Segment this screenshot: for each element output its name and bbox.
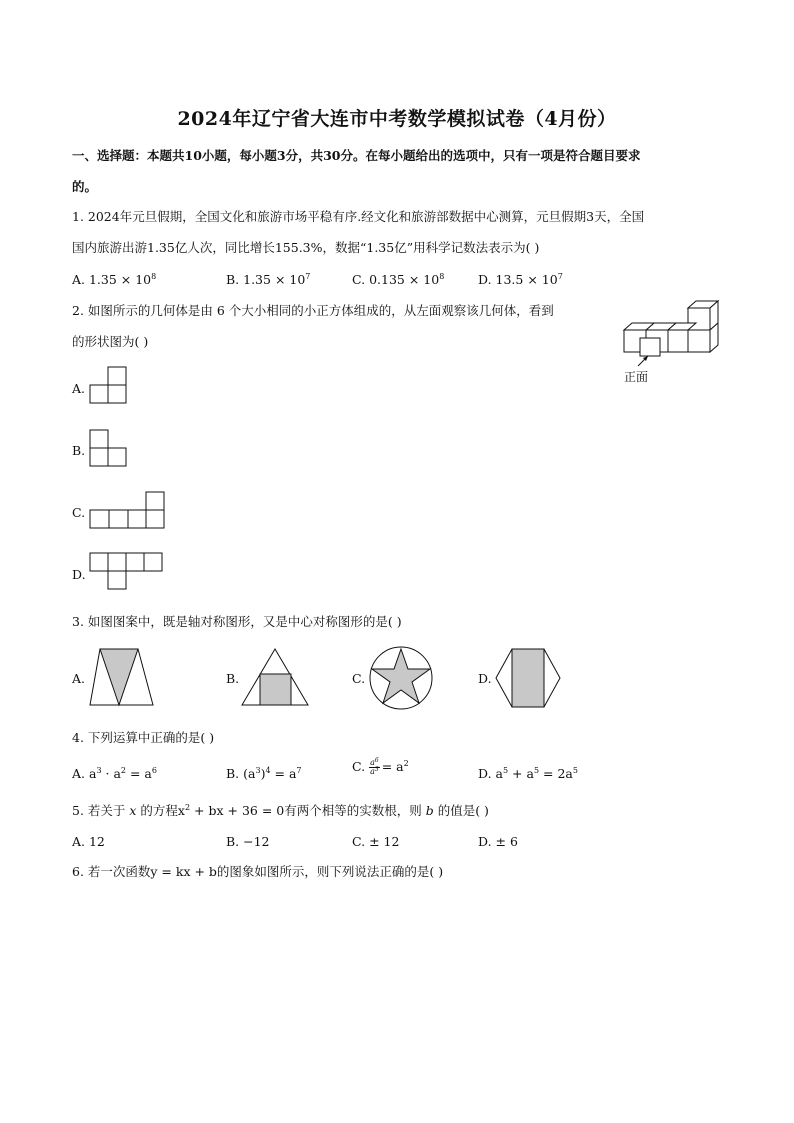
q5-option-c: C. ± 12 [352,834,400,849]
q3-option-d-figure [494,647,564,709]
q4-line1: 4. 下列运算中正确的是( ) [72,730,215,745]
section-heading: 一、选择题：本题共10小题，每小题3分，共30分。在每小题给出的选项中，只有一项是符合题目要求 [72,148,641,163]
q2-option-b-figure [90,429,130,469]
q3-option-c-figure [368,645,434,711]
q2-option-a-label: A. [72,381,86,396]
front-label: 正面 [624,370,649,384]
q6-line1: 6. 若一次函数y = kx + b的图象如图所示，则下列说法正确的是( ) [72,864,444,879]
q5-option-d: D. ± 6 [478,834,518,849]
q2-line2: 的形状图为( ) [72,334,149,349]
q4-option-b: B. $(a^3)^4 = a^7$ [226,766,302,781]
q5-line1: 5. 若关于 x 的方程$x^2$ + bx + 36 = 0有两个相等的实数根，则 b 的值是( ) [72,803,489,818]
q2-option-d-figure [90,552,170,594]
q3-option-c-label: C. [352,671,366,686]
q4-option-a: A. $a^3 \cdot a^2 = a^6$ [72,766,157,781]
q2-line1: 2. 如图所示的几何体是由 6 个大小相同的小正方体组成的，从左面观察该几何体，看到 [72,303,554,318]
q3-option-a-label: A. [72,671,86,686]
q1-line2: 国内旅游出游1.35亿人次，同比增长155.3%，数据“1.35亿”用科学记数法表示为( ) [72,240,540,255]
q3-option-b-figure [240,647,312,709]
q2-option-b-label: B. [72,443,86,458]
q4-option-d: D. $a^5 + a^5 = 2a^5$ [478,766,578,781]
q1-option-a: A. $1.35 \times 10^8$ [72,272,157,287]
q2-option-c-label: C. [72,505,86,520]
section-heading-cont: 的。 [72,179,98,194]
q4-option-c: C. $\frac{a^6}{a^3}$ = $a^2$ [352,757,409,776]
q1-option-d: D. $13.5 \times 10^7$ [478,272,563,287]
q3-line1: 3. 如图图案中，既是轴对称图形，又是中心对称图形的是( ) [72,614,402,629]
q2-option-d-label: D. [72,567,86,582]
q3-option-d-label: D. [478,671,492,686]
q5-option-a: A. 12 [72,834,105,849]
q1-option-c: C. $0.135 \times 10^8$ [352,272,445,287]
q1-option-b: B. $1.35 \times 10^7$ [226,272,311,287]
q3-option-b-label: B. [226,671,240,686]
q2-option-c-figure [90,491,170,531]
q3-option-a-figure [88,647,156,709]
q2-option-a-figure [90,366,130,406]
page-title: 2024年辽宁省大连市中考数学模拟试卷（4月份） [177,108,617,130]
q1-line1: 1. 2024年元旦假期，全国文化和旅游市场平稳有序.经文化和旅游部数据中心测算，元旦假期3天，全国 [72,209,645,224]
q5-option-b: B. −12 [226,834,270,849]
